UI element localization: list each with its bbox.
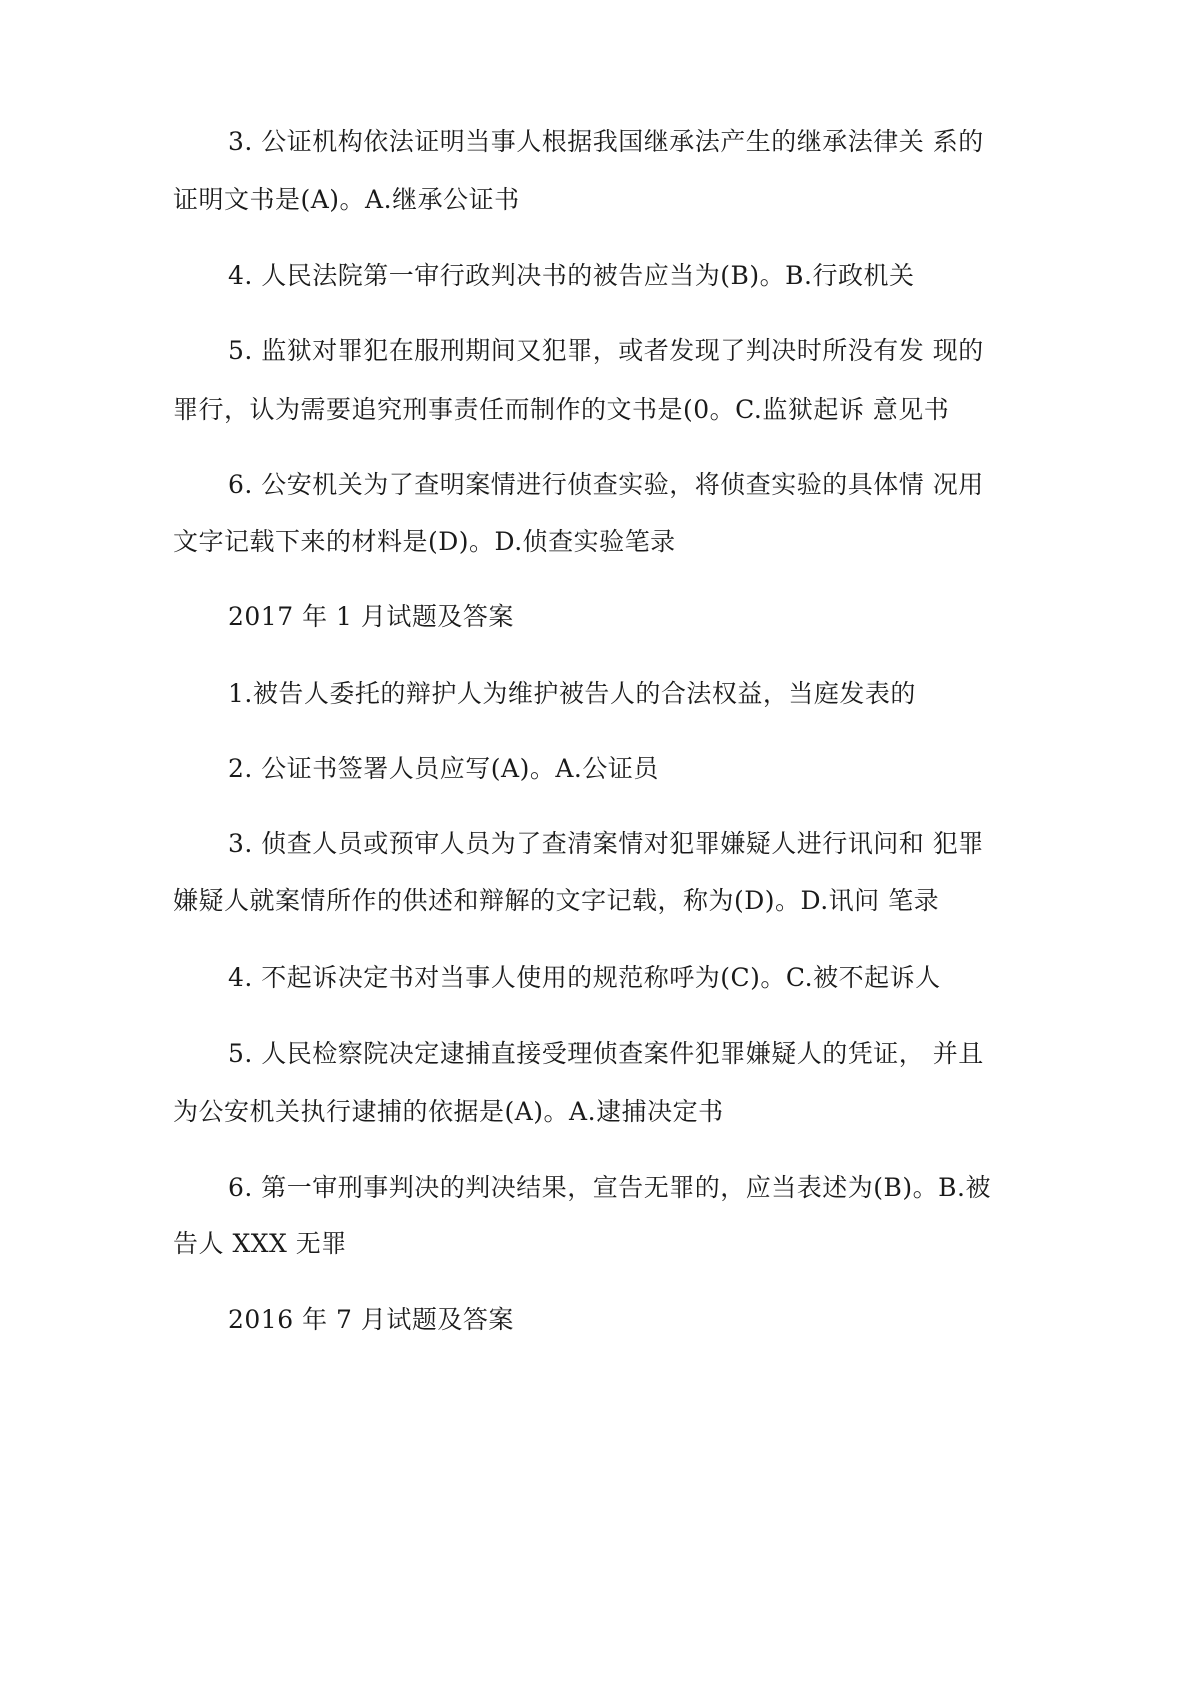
question-6b-line-1: 6. 第一审刑事判决的判决结果，宣告无罪的，应当表述为(B)。B.被 <box>228 1173 991 1202</box>
question-6-line-1: 6. 公安机关为了查明案情进行侦查实验，将侦查实验的具体情 况用 <box>228 470 984 499</box>
question-6b-line-2: 告人 XXX 无罪 <box>173 1229 347 1258</box>
question-3b-line-2: 嫌疑人就案情所作的供述和辩解的文字记载，称为(D)。D.讯问 笔录 <box>173 886 940 915</box>
section-heading-2016-07: 2016 年 7 月试题及答案 <box>228 1305 514 1334</box>
question-3-line-2: 证明文书是(A)。A.继承公证书 <box>173 185 520 214</box>
question-5-line-2: 罪行，认为需要追究刑事责任而制作的文书是(0。C.监狱起诉 意见书 <box>173 395 950 424</box>
question-5-line-1: 5. 监狱对罪犯在服刑期间又犯罪，或者发现了判决时所没有发 现的 <box>228 336 984 365</box>
question-5b-line-1: 5. 人民检察院决定逮捕直接受理侦查案件犯罪嫌疑人的凭证， 并且 <box>228 1039 984 1068</box>
question-6-line-2: 文字记载下来的材料是(D)。D.侦查实验笔录 <box>173 527 676 556</box>
section-heading-2017-01: 2017 年 1 月试题及答案 <box>228 602 514 631</box>
question-1-line: 1.被告人委托的辩护人为维护被告人的合法权益，当庭发表的 <box>228 679 916 708</box>
question-4b-line: 4. 不起诉决定书对当事人使用的规范称呼为(C)。C.被不起诉人 <box>228 963 941 992</box>
question-4-line: 4. 人民法院第一审行政判决书的被告应当为(B)。B.行政机关 <box>228 261 915 290</box>
question-3-line-1: 3. 公证机构依法证明当事人根据我国继承法产生的继承法律关 系的 <box>228 127 984 156</box>
question-3b-line-1: 3. 侦查人员或预审人员为了查清案情对犯罪嫌疑人进行讯问和 犯罪 <box>228 829 984 858</box>
question-2-line: 2. 公证书签署人员应写(A)。A.公证员 <box>228 754 659 783</box>
question-5b-line-2: 为公安机关执行逮捕的依据是(A)。A.逮捕决定书 <box>173 1097 724 1126</box>
